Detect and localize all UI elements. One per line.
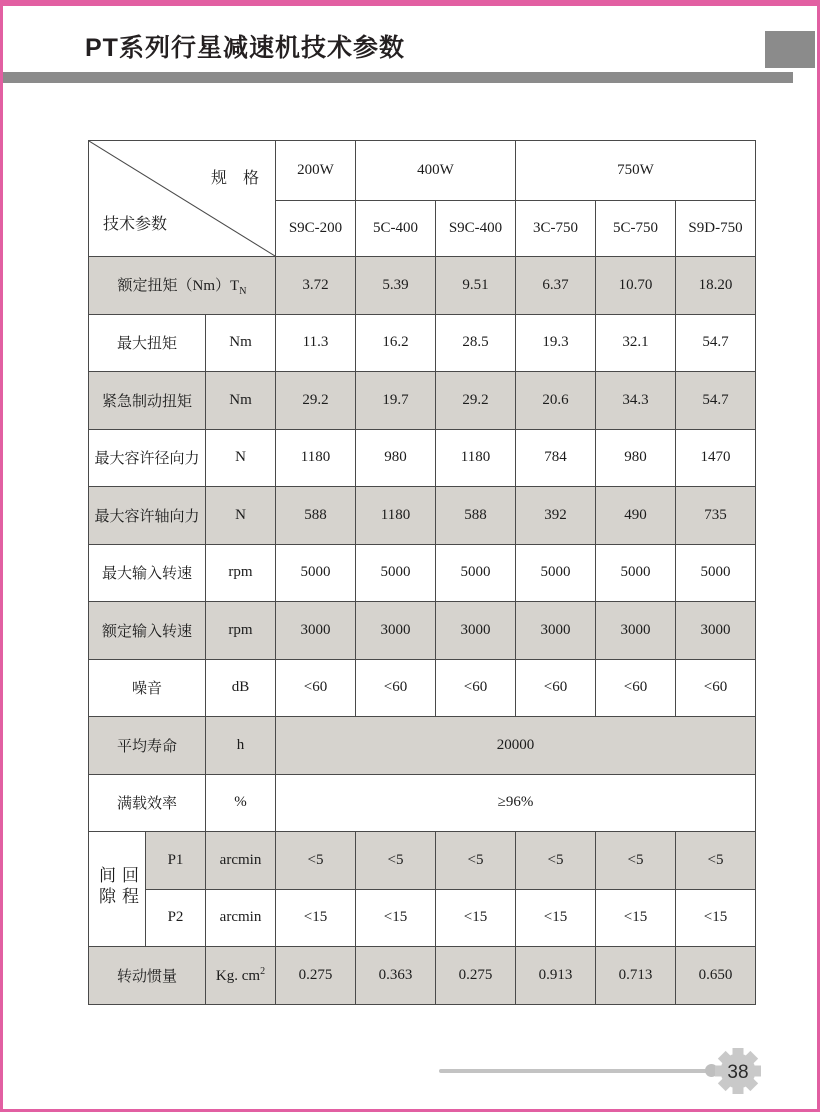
value-cell: 0.275 [436,947,516,1005]
value-cell: 34.3 [596,372,676,430]
row-backlash-p1 [89,832,756,890]
value-cell: <5 [276,832,356,890]
unit-cell: h [206,717,276,775]
value-cell: 392 [516,487,596,545]
unit-cell: N [206,487,276,545]
value-cell: 0.913 [516,947,596,1005]
value-cell: <60 [516,659,596,717]
value-cell: <60 [676,659,756,717]
value-cell: <15 [356,889,436,947]
row-max-input-speed [89,544,756,602]
value-cell: <60 [356,659,436,717]
value-cell: <5 [436,832,516,890]
value-cell: 19.3 [516,314,596,372]
unit-cell: Nm [206,314,276,372]
value-cell: 0.275 [276,947,356,1005]
value-cell: 0.363 [356,947,436,1005]
value-cell: 28.5 [436,314,516,372]
value-cell: 54.7 [676,372,756,430]
spec-table [88,140,756,1005]
value-cell: <15 [676,889,756,947]
value-cell: <15 [436,889,516,947]
value-cell: 3000 [516,602,596,660]
value-cell: <60 [276,659,356,717]
value-cell: <5 [516,832,596,890]
row-backlash-p2 [89,889,756,947]
unit-cell: rpm [206,602,276,660]
power-group-200w: 200W [276,141,356,201]
value-cell: 1180 [436,429,516,487]
merged-value-cell: 20000 [276,717,756,775]
value-cell: 0.650 [676,947,756,1005]
value-cell: <15 [276,889,356,947]
row-rated-input-speed [89,602,756,660]
row-average-life [89,717,756,775]
row-axial-force [89,487,756,545]
unit-cell: N [206,429,276,487]
value-cell: <15 [596,889,676,947]
value-cell: 18.20 [676,257,756,315]
row-radial-force [89,429,756,487]
value-cell: 5.39 [356,257,436,315]
value-cell: <60 [596,659,676,717]
value-cell: 11.3 [276,314,356,372]
value-cell: 5000 [676,544,756,602]
value-cell: 32.1 [596,314,676,372]
value-cell: <5 [676,832,756,890]
value-cell: <5 [596,832,676,890]
row-brake-torque [89,372,756,430]
row-label: 紧急制动扭矩 [89,372,206,430]
unit-cell: arcmin [206,889,276,947]
row-max-torque [89,314,756,372]
value-cell: 1180 [276,429,356,487]
corner-header-cell [89,141,276,257]
row-label: 转动惯量 [89,947,206,1005]
value-cell: 16.2 [356,314,436,372]
value-cell: 3000 [436,602,516,660]
page-number-gear-icon [714,1047,762,1095]
power-group-400w: 400W [356,141,516,201]
value-cell: 980 [356,429,436,487]
unit-cell: arcmin [206,832,276,890]
value-cell: 0.713 [596,947,676,1005]
value-cell: 5000 [596,544,676,602]
value-cell: 490 [596,487,676,545]
row-label: 最大容许径向力 [89,429,206,487]
row-label: P2 [146,889,206,947]
unit-cell: rpm [206,544,276,602]
value-cell: 54.7 [676,314,756,372]
value-cell: 735 [676,487,756,545]
value-cell: 3000 [276,602,356,660]
value-cell: 588 [436,487,516,545]
row-label: 最大容许轴向力 [89,487,206,545]
backlash-group-label: 回程间隙 [89,832,146,947]
value-cell: 980 [596,429,676,487]
value-cell: 1470 [676,429,756,487]
value-cell: <5 [356,832,436,890]
value-cell: 3000 [356,602,436,660]
value-cell: 3000 [676,602,756,660]
title-accent-square [765,31,815,68]
page-title: PT系列行星减速机技术参数 [85,34,405,62]
value-cell: 588 [276,487,356,545]
power-group-750w: 750W [516,141,756,201]
value-cell: <60 [436,659,516,717]
model-cell: S9C-200 [276,201,356,257]
value-cell: 784 [516,429,596,487]
value-cell: 3.72 [276,257,356,315]
value-cell: 29.2 [276,372,356,430]
row-label: 额定扭矩$(Nm)T_N$ [89,257,276,315]
value-cell: 9.51 [436,257,516,315]
model-cell: 5C-400 [356,201,436,257]
value-cell: 3000 [596,602,676,660]
unit-cell: Nm [206,372,276,430]
model-cell: 5C-750 [596,201,676,257]
value-cell: 20.6 [516,372,596,430]
unit-cell: dB [206,659,276,717]
diagonal-line [89,141,275,256]
unit-cell: Kg. $cm^2$ [206,947,276,1005]
corner-label-spec: 规 格 [210,170,259,187]
row-label: 平均寿命 [89,717,206,775]
value-cell: 1180 [356,487,436,545]
row-rotary-inertia [89,947,756,1005]
row-label: 最大输入转速 [89,544,206,602]
value-cell: <15 [516,889,596,947]
footer-rule [439,1069,707,1073]
corner-label-params: 技术参数 [103,216,168,233]
row-rated-torque [89,257,756,315]
model-cell: S9D-750 [676,201,756,257]
value-cell: 5000 [436,544,516,602]
page-number: 38 [727,1062,749,1083]
row-label: 最大扭矩 [89,314,206,372]
model-cell: S9C-400 [436,201,516,257]
row-noise [89,659,756,717]
value-cell: 29.2 [436,372,516,430]
title-underline-bar [3,72,793,83]
row-label: 额定输入转速 [89,602,206,660]
row-label: 噪音 [89,659,206,717]
header-row-power [89,141,756,201]
unit-cell: % [206,774,276,832]
value-cell: 6.37 [516,257,596,315]
value-cell: 5000 [516,544,596,602]
value-cell: 19.7 [356,372,436,430]
row-label: P1 [146,832,206,890]
row-label: 满载效率 [89,774,206,832]
value-cell: 10.70 [596,257,676,315]
model-cell: 3C-750 [516,201,596,257]
value-cell: 5000 [356,544,436,602]
value-cell: 5000 [276,544,356,602]
merged-value-cell: ≥96% [276,774,756,832]
row-full-load-efficiency [89,774,756,832]
